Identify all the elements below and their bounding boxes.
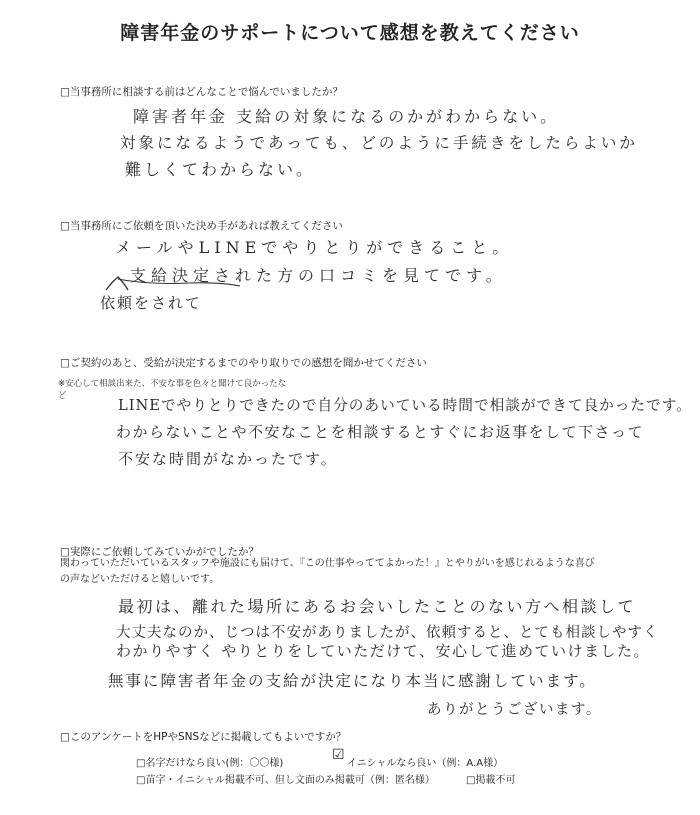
option-not-allowed[interactable]: □掲載不可 bbox=[466, 775, 516, 786]
answer-3-line-1: LINEでやりとりできたので自分のあいている時間で相談ができて良かったです。 bbox=[118, 396, 692, 414]
answer-2-line-2: 支給決定された方の口コミを見てです。 bbox=[130, 266, 507, 285]
question-1-label: □当事務所に相談する前はどんなことで悩んでいましたか？ bbox=[60, 86, 343, 98]
question-3-note: ※安心して相談出来た、不安な事を色々と聞けて良かったな bbox=[58, 379, 287, 389]
insertion-caret bbox=[106, 277, 128, 290]
question-3-label: □ご契約のあと、受給が決定するまでのやり取りでの感想を聞かせてください bbox=[60, 357, 427, 369]
answer-4-line-5: ありがとうございます。 bbox=[427, 702, 602, 718]
answer-4-line-4: 無事に障害者年金の支給が決定になり本当に感謝しています。 bbox=[108, 672, 597, 690]
answer-1-line-1: 障害者年金 支給の対象になるのかがわからない。 bbox=[133, 107, 560, 126]
page-title: 障害年金のサポートについて感想を教えてください bbox=[120, 22, 580, 44]
question-2-label: □当事務所にご依頼を頂いた決め手があれば教えてください bbox=[60, 220, 343, 232]
option-initials-ok[interactable]: イニシャルなら良い（例：A.A様） bbox=[347, 758, 504, 769]
answer-3-line-2: わからないことや不安なことを相談するとすぐにお返事をして下さって bbox=[116, 423, 645, 441]
answer-4-line-3: わかりやすく やりとりをしていただけて、安心して進めていけました。 bbox=[116, 642, 650, 660]
answer-1-line-2: 対象になるようであっても、どのように手続きをしたらよいか bbox=[120, 134, 638, 152]
answer-2-insertion: 依頼をされて bbox=[100, 294, 203, 312]
checked-checkbox-icon[interactable]: ☑ bbox=[332, 747, 345, 763]
option-surname-only[interactable]: □名字だけなら良い(例：〇〇様) bbox=[136, 758, 284, 769]
question-4-label: □実際にご依頼してみていかがでしたか？ bbox=[60, 546, 259, 558]
answer-3-line-3: 不安な時間がなかったです。 bbox=[118, 450, 338, 468]
option-text-only-anonymous[interactable]: □苗字・イニシャル掲載不可、但し文面のみ掲載可（例：匿名様） bbox=[136, 775, 435, 786]
question-4-description-line-1: 関わっていただいているスタッフや施設にも届けて、『この仕事やっててよかった！』とやりがいを感じれるような喜び bbox=[60, 558, 595, 569]
question-4-description-line-2: の声などいただけると嬉しいです。 bbox=[60, 574, 220, 585]
answer-2-line-1: メールやLINEでやりとりができること。 bbox=[115, 238, 514, 257]
answer-4-line-1: 最初は、離れた場所にあるお会いしたことのない方へ相談して bbox=[118, 597, 637, 616]
answer-1-line-3: 難しくてわからない。 bbox=[125, 160, 316, 179]
answer-4-line-2: 大丈夫なのか、じつは不安がありましたが、依頼すると、とても相談しやすく bbox=[116, 625, 659, 641]
question-5-label: □このアンケートをHPやSNSなどに掲載してもよいですか？ bbox=[60, 731, 347, 743]
question-3-note-continued: ど bbox=[58, 391, 67, 401]
